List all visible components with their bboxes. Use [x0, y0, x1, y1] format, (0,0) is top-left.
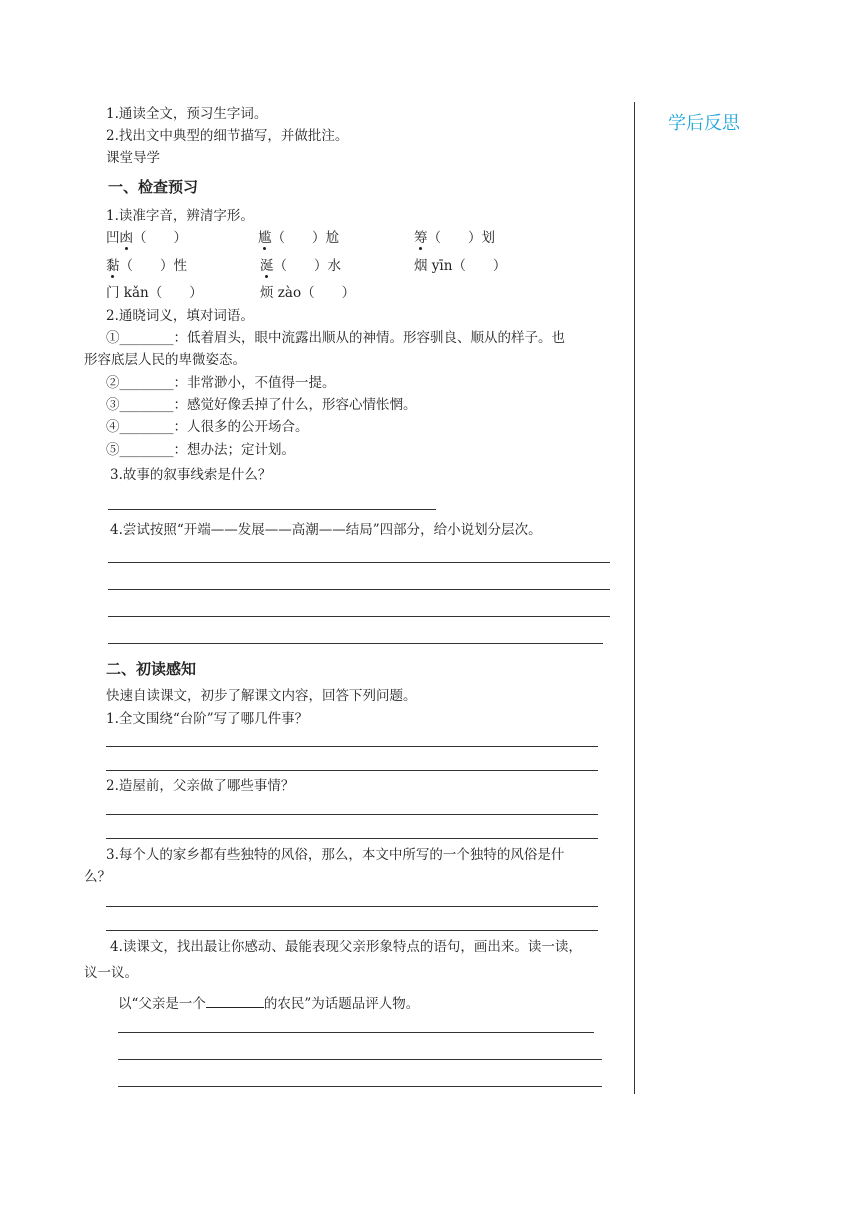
question-father-actions: 2.造屋前，父亲做了哪些事情？ — [106, 778, 295, 794]
first-reading-intro: 快速自读课文，初步了解课文内容，回答下列问题。 — [106, 688, 417, 704]
char-item-xianshui: 涎（ ）水 — [260, 258, 341, 274]
question-vocabulary: 2.通晓词义，填对词语。 — [106, 308, 254, 324]
fill-blank[interactable] — [206, 993, 264, 1008]
char-item-zao: 烦 zào（ ） — [260, 285, 356, 301]
section-heading-first-reading: 二、初读感知 — [106, 660, 197, 678]
answer-line[interactable] — [108, 616, 610, 617]
answer-line[interactable] — [108, 589, 610, 590]
answer-line[interactable] — [106, 770, 598, 771]
answer-line[interactable] — [106, 838, 598, 839]
vocab-item-1: ①________：低着眉头，眼中流露出顺从的神情。形容驯良、顺从的样子。也 — [106, 330, 565, 346]
question-pronunciation: 1.读准字音，辨清字形。 — [106, 208, 254, 224]
answer-line[interactable] — [106, 930, 598, 931]
vocab-item-5: ⑤________：想办法；定计划。 — [106, 442, 295, 458]
vocab-item-3: ③________：感觉好像丢掉了什么，形容心情怅惘。 — [106, 397, 417, 413]
question-structure: 4.尝试按照“开端——发展——高潮——结局”四部分，给小说划分层次。 — [110, 522, 542, 538]
vocab-item-1-cont: 形容底层人民的卑微姿态。 — [84, 352, 246, 368]
char-item-kan: 门 kǎn（ ） — [106, 285, 203, 301]
answer-line[interactable] — [108, 643, 603, 644]
vocab-item-4: ④________：人很多的公开场合。 — [106, 419, 309, 435]
question-custom-cont: 么？ — [84, 869, 111, 885]
question-narrative-clue: 3.故事的叙事线索是什么？ — [110, 467, 272, 483]
char-item-nianxing: 黏（ ）性 — [106, 258, 187, 274]
answer-line[interactable] — [118, 1032, 594, 1033]
answer-line[interactable] — [106, 906, 598, 907]
answer-line[interactable] — [118, 1059, 602, 1060]
vocab-item-2: ②________：非常渺小，不值得一提。 — [106, 375, 336, 391]
char-item-chouhua: 筹（ ）划 — [414, 230, 495, 246]
char-item-aodang: 凹凼（ ） — [106, 230, 187, 246]
answer-line[interactable] — [108, 509, 436, 510]
char-item-yan: 烟 yīn（ ） — [414, 258, 507, 274]
intro-item-2: 2.找出文中典型的细节描写，并做批注。 — [106, 128, 349, 144]
classroom-guide-label: 课堂导学 — [106, 150, 160, 166]
question-touching-sentences: 4.读课文，找出最让你感动、最能表现父亲形象特点的语句，画出来。读一读， — [110, 939, 582, 955]
question-touching-sentences-cont: 议一议。 — [84, 965, 138, 981]
answer-line[interactable] — [108, 562, 610, 563]
question-custom: 3.每个人的家乡都有些独特的风俗，那么，本文中所写的一个独特的风俗是什 — [106, 847, 565, 863]
answer-line[interactable] — [118, 1086, 602, 1087]
evaluation-prompt: 以“父亲是一个 的农民”为话题品评人物。 — [118, 993, 419, 1013]
reflection-title: 学后反思 — [668, 113, 740, 134]
answer-line[interactable] — [106, 814, 598, 815]
section-heading-preview: 一、检查预习 — [108, 178, 199, 196]
column-divider — [634, 102, 635, 1094]
answer-line[interactable] — [106, 746, 598, 747]
intro-item-1: 1.通读全文，预习生字词。 — [106, 106, 268, 122]
question-events: 1.全文围绕“台阶”写了哪几件事？ — [106, 711, 309, 727]
char-item-ganga: 尴（ ）尬 — [258, 230, 339, 246]
